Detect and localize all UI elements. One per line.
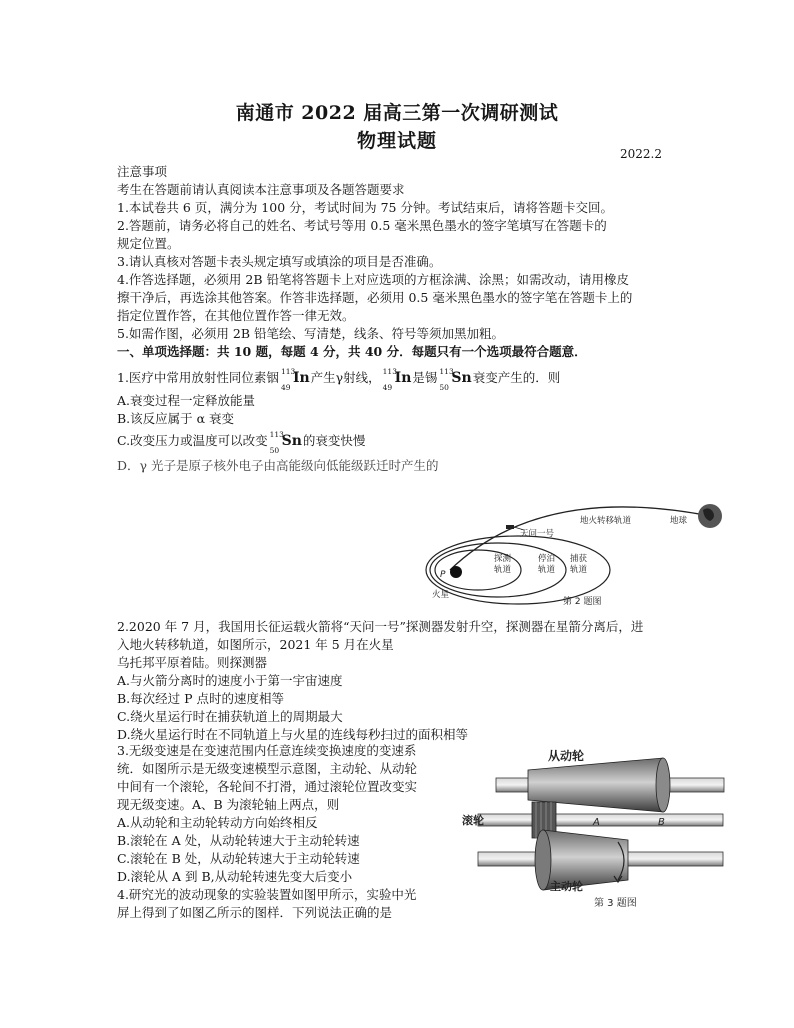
- figure-2-caption: 第 2 题图: [563, 597, 602, 607]
- q1-stem: [117, 367, 561, 392]
- notice-item: 4.作答选择题，必须用 2B 铅笔将答题卡上对应选项的方框涂满、涂黑；如需改动，请用橡皮: [117, 272, 630, 287]
- notice-item: 擦干净后，再选涂其他答案。作答非选择题，必须用 0.5 毫米黑色墨水的签字笔在答题卡上的: [117, 290, 633, 305]
- label-earth: 地球: [670, 516, 688, 526]
- notice-item: 指定位置作答，在其他位置作答一律无效。: [117, 308, 355, 323]
- nuclide-in: 113 49 In: [280, 367, 310, 392]
- notice-item: 1.本试卷共 6 页，满分为 100 分，考试时间为 75 分钟。考试结束后，请将答题卡交回。: [117, 200, 613, 215]
- q2-option-c: C.绕火星运行时在捕获轨道上的周期最大: [117, 709, 343, 724]
- label-driven-wheel: 从动轮: [548, 749, 585, 763]
- q2-stem-line: 乌托邦平原着陆。则探测器: [117, 655, 268, 670]
- q1-stem-text: 1.医疗中常用放射性同位素铟: [117, 370, 279, 385]
- notice-intro: 考生在答题前请认真阅读本注意事项及各题答题要求: [117, 182, 405, 197]
- q1-stem-text: 是锡: [412, 370, 438, 385]
- label-capture-orbit: 捕获: [570, 554, 588, 564]
- q3-stem-line: 统．如图所示是无级变速模型示意图，主动轮、从动轮: [117, 761, 418, 776]
- label-point-a: A: [593, 817, 600, 828]
- q1-stem-text: 产生γ射线，: [310, 370, 381, 385]
- q3-stem-line: 现无级变速。A、B 为滚轮轴上两点，则: [117, 797, 340, 812]
- section-heading: 一、单项选择题：共 10 题，每题 4 分，共 40 分．每题只有一个选项最符合题意．: [117, 344, 587, 359]
- q3-option-b: B.滚轮在 A 处，从动轮转速大于主动轮转速: [117, 833, 360, 848]
- label-park-orbit: 停泊: [538, 554, 556, 564]
- label-point-b: B: [658, 817, 665, 828]
- q2-option-d: D.绕火星运行时在不同轨道上与火星的连线每秒扫过的面积相等: [117, 727, 469, 742]
- label-point-p: P: [440, 570, 446, 580]
- notice-item: 5.如需作图，必须用 2B 铅笔绘、写清楚，线条、符号等须加黑加粗。: [117, 326, 505, 341]
- figure-2-orbits: [420, 488, 730, 613]
- q3-stem-line: 中间有一个滚轮，各轮间不打滑，通过滚轮位置改变实: [117, 779, 418, 794]
- q1-option-a: A.衰变过程一定释放能量: [117, 393, 256, 408]
- q1-stem-text: 衰变产生的．则: [472, 370, 561, 385]
- exam-title: 南通市 2022 届高三第一次调研测试: [235, 102, 559, 124]
- figure-3-caption: 第 3 题图: [594, 898, 637, 909]
- q3-option-c: C.滚轮在 B 处，从动轮转速大于主动轮转速: [117, 851, 360, 866]
- label-detect-orbit: 轨道: [494, 565, 512, 575]
- notice-item: 2.答题前，请务必将自己的姓名、考试号等用 0.5 毫米黑色墨水的签字笔填写在答题卡的: [117, 218, 607, 233]
- label-detect-orbit: 探测: [494, 554, 512, 564]
- exam-date: 2022.2: [620, 147, 662, 161]
- notice-item: 规定位置。: [117, 236, 180, 251]
- q4-stem-line: 屏上得到了如图乙所示的图样．下列说法正确的是: [117, 905, 393, 920]
- exam-subtitle: 物理试题: [356, 130, 437, 152]
- label-roller: 滚轮: [462, 814, 484, 827]
- q1-option-b: B.该反应属于 α 衰变: [117, 411, 235, 426]
- label-park-orbit: 轨道: [538, 565, 556, 575]
- notice-heading: 注意事项: [117, 164, 168, 179]
- q2-stem-line: 入地火转移轨道，如图所示，2021 年 5 月在火星: [117, 637, 394, 652]
- q4-stem-line: 4.研究光的波动现象的实验装置如图甲所示，实验中光: [117, 887, 417, 902]
- notice-item: 3.请认真核对答题卡表头规定填写或填涂的项目是否准确。: [117, 254, 442, 269]
- label-mars: 火星: [432, 590, 450, 600]
- q1-option-d: D．γ 光子是原子核外电子由高能级向低能级跃迁时产生的: [117, 458, 439, 473]
- mars-icon: [450, 566, 462, 578]
- q3-stem-line: 3.无级变速是在变速范围内任意连续变换速度的变速系: [117, 743, 417, 758]
- probe-icon: [506, 525, 514, 529]
- nuclide-sn: 113 50 Sn: [269, 430, 302, 455]
- label-driver-wheel: 主动轮: [550, 880, 583, 893]
- q1-option-c: C.改变压力或温度可以改变 113 50 Sn的衰变快慢: [117, 430, 366, 455]
- nuclide-in: 113 49 In: [382, 367, 412, 392]
- q2-option-b: B.每次经过 P 点时的速度相等: [117, 691, 285, 706]
- q3-option-a: A.从动轮和主动轮转动方向始终相反: [117, 815, 318, 830]
- label-probe: 天问一号: [520, 529, 555, 539]
- q3-option-d: D.滚轮从 A 到 B,从动轮转速先变大后变小: [117, 869, 353, 884]
- label-transfer-orbit: 地火转移轨道: [580, 516, 632, 526]
- figure-3-cvt: [458, 740, 728, 910]
- nuclide-sn: 113 50 Sn: [439, 367, 472, 392]
- label-capture-orbit: 轨道: [570, 565, 588, 575]
- q2-stem-line: 2.2020 年 7 月，我国用长征运载火箭将“天问一号”探测器发射升空，探测器在星箭分离后，进: [117, 619, 644, 634]
- q2-option-a: A.与火箭分离时的速度小于第一宇宙速度: [117, 673, 343, 688]
